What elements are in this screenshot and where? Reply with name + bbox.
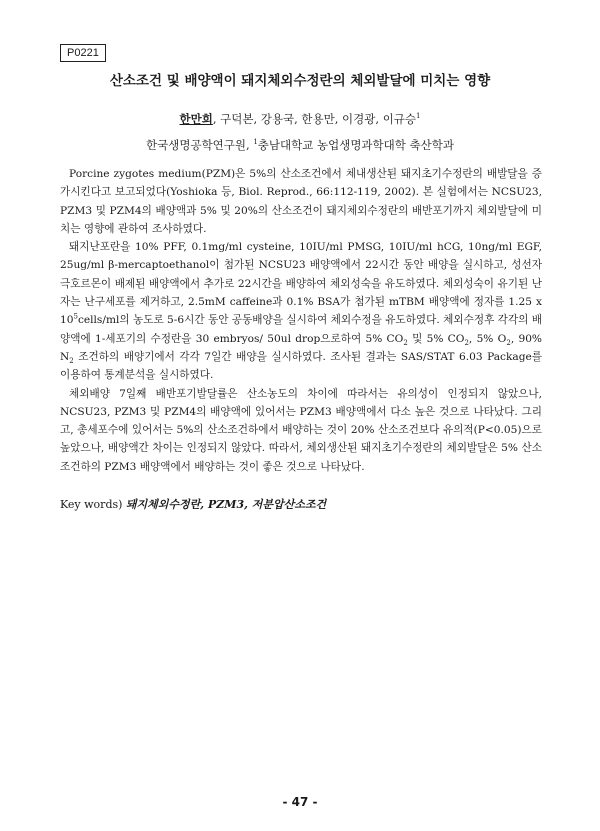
methods-text-f: 조건하의 배양기에서 각각 7일간 배양을 실시하였다. 조사된 결과는 SAS/STAT 6.03 Package를 이용하여 통계분석을 실시하였다. (60, 350, 542, 382)
author-list (40, 108, 560, 127)
keywords-label: Key words) (60, 498, 126, 511)
keywords-values: 돼지체외수정란, PZM3, 저분압산소조건 (125, 498, 327, 511)
affiliation-mark: 1 (253, 138, 258, 146)
abstract-body (60, 165, 542, 476)
abstract-code-box: P0221 (60, 44, 106, 62)
abstract-title: 산소조건 및 배양액이 돼지체외수정란의 체외발달에 미치는 영향 (109, 73, 491, 89)
page-number: - 47 - (282, 795, 318, 809)
author-affiliation-mark: 1 (416, 112, 421, 120)
co-authors: , 구덕본, 강용국, 한용만, 이경광, 이규승 (212, 111, 417, 126)
paragraph-results: 체외배양 7일째 배반포기발달률은 산소농도의 차이에 따라서는 유의성이 인정되지 않았으나, NCSU23, PZM3 및 PZM4의 배양액에 있어서는 PZM3 배양액에서 다소 높은 것으로 나타났다. 그리고, 총세포수에 있어서는 5%의 산소조건하에서 배양하는 것이 20% 산소조건보다 유의적(P<0.05)으로 높았으나, 배양액간 차이는 인정되지 않았다. 따라서, 체외생산된 돼지초기수정란의 체외발달은 5% 산소조건하의 PZM3 배양액에서 배양하는 것이 좋은 것으로 나타났다. (60, 387, 542, 473)
paragraph-methods (60, 238, 542, 384)
methods-sub-1: 2 (403, 338, 408, 347)
affiliation-line (40, 134, 560, 153)
presenting-author: 한만희 (179, 111, 213, 126)
methods-text-e: , 90% N (60, 332, 543, 363)
keywords-line (60, 497, 542, 513)
methods-text-b: cells/ml의 농도로 5-6시간 동안 공동배양을 실시하여 체외수정을 유도하였다. 체외수정후 각각의 배양액에 1-세포기의 수정란을 30 embryos/ 50ul drop으로하여 5% CO (60, 314, 542, 345)
methods-sub-4: 2 (69, 357, 74, 366)
paragraph-introduction: Porcine zygotes medium(PZM)은 5%의 산소조건에서 체내생산된 돼지초기수정란의 배발달을 증가시킨다고 보고되었다(Yoshioka 등, Biol. Reprod., 66:112-119, 2002). 본 실험에서는 NCSU23, PZM3 및 PZM4의 배양액과 5% 및 20%의 산소조건이 돼지체외수정란의 배반포기까지 체외발달에 미치는 영향에 관하여 조사하였다. (60, 168, 542, 235)
methods-exponent: 5 (73, 312, 78, 321)
methods-text-a: 돼지난포란을 10% PFF, 0.1mg/ml cysteine, 10IU/ml PMSG, 10IU/ml hCG, 10ng/ml EGF, 25ug/ml β-mercaptoethanol이 첨가된 NCSU23 배양액에서 22시간 동안 배양을 실시하고, 성선자극호르몬이 배제된 배양액에서 추가로 22시간을 배양하여 체외성숙을 유도하였다. 체외성숙이 유기된 난자는 난구세포를 제거하고, 2.5mM caffeine과 0.1% BSA가 첨가된 mTBM 배양액에 정자를 1.25 x 10 (60, 241, 542, 327)
affiliation-secondary: 충남대학교 농업생명과학대학 축산학과 (257, 137, 454, 152)
affiliation-primary: 한국생명공학연구원, (146, 137, 254, 152)
methods-text-c: 및 5% CO (407, 332, 465, 345)
methods-sub-3: 2 (506, 338, 511, 347)
methods-text-d: , 5% O (468, 332, 507, 345)
methods-sub-2: 2 (464, 338, 469, 347)
